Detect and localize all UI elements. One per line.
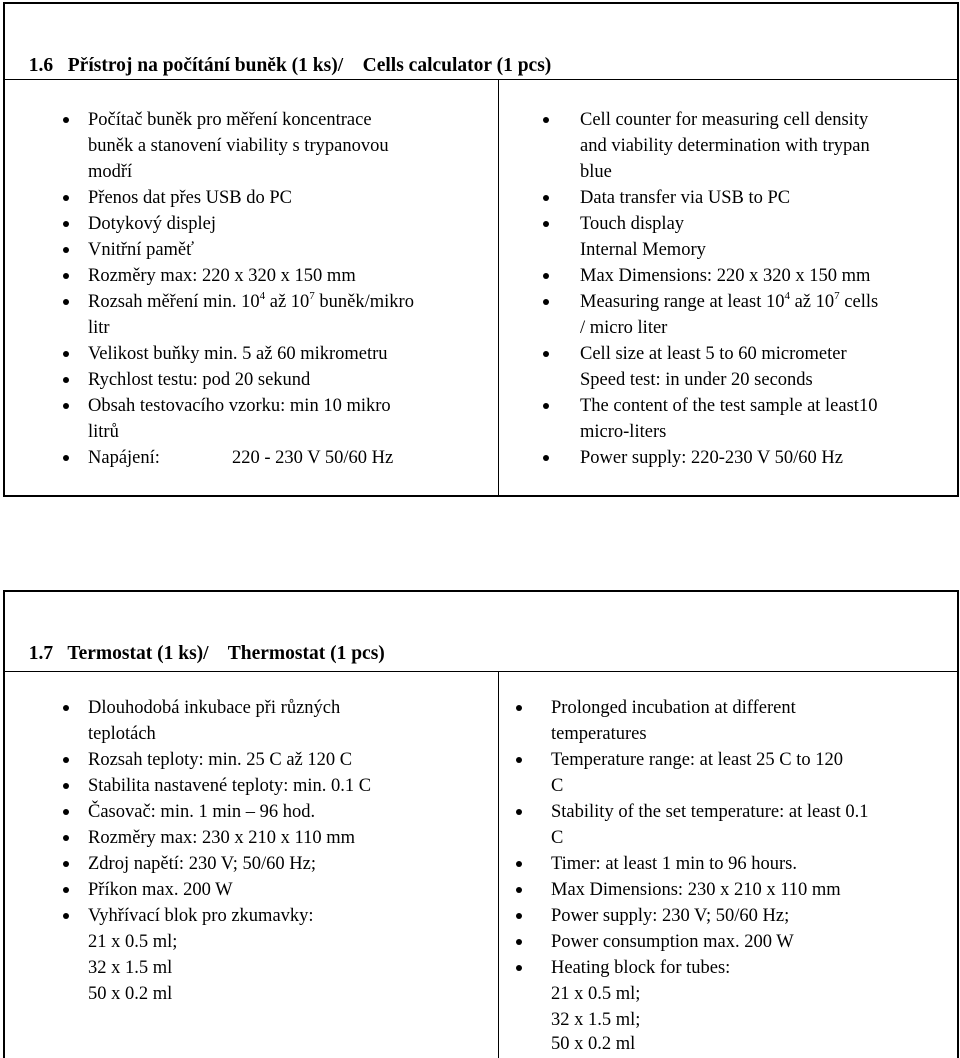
list-item: Power supply: 220-230 V 50/60 Hz	[580, 448, 843, 468]
bullet-icon	[516, 913, 522, 919]
list-item: Rozměry max: 220 x 320 x 150 mm	[88, 266, 356, 286]
list-item-cont: and viability determination with trypan	[580, 136, 870, 156]
superscript: 4	[784, 289, 790, 302]
list-item: Stability of the set temperature: at least 0.1	[551, 802, 869, 822]
section-title: Termostat (1 ks)/ Thermostat (1 pcs)	[53, 642, 385, 664]
list-item: Napájení:	[88, 448, 160, 468]
list-item-cont: Speed test: in under 20 seconds	[580, 370, 813, 390]
list-item-cont: C	[551, 828, 564, 848]
list-item: Temperature range: at least 25 C to 120	[551, 750, 844, 770]
bullet-icon	[543, 221, 549, 227]
list-item-cont: micro-liters	[580, 422, 667, 442]
list-item-cont: / micro liter	[580, 318, 668, 338]
bullet-icon	[543, 299, 549, 305]
list-item: Rychlost testu: pod 20 sekund	[88, 370, 311, 390]
list-item-cont: buněk a stanovení viability s trypanovou	[88, 136, 389, 156]
list-item: Počítač buněk pro měření koncentrace	[88, 110, 372, 130]
bullet-icon	[63, 809, 69, 815]
bullet-icon	[516, 965, 522, 971]
bullet-icon	[543, 351, 549, 357]
bullet-icon	[516, 705, 522, 711]
bullet-icon	[516, 861, 522, 867]
bullet-icon	[63, 835, 69, 841]
table-divider-horizontal	[5, 79, 957, 80]
bullet-icon	[543, 403, 549, 409]
list-item: Rozměry max: 230 x 210 x 110 mm	[88, 828, 356, 848]
list-item-cont: litrů	[88, 422, 119, 442]
list-item: Max Dimensions: 230 x 210 x 110 mm	[551, 880, 841, 900]
section-title: Přístroj na počítání buněk (1 ks)/ Cells calculator (1 pcs)	[53, 54, 552, 76]
list-item: The content of the test sample at least10	[580, 396, 878, 416]
text-run: cells	[839, 292, 879, 312]
section-number: 1.6	[28, 54, 54, 76]
list-item: Vnitřní paměť	[88, 240, 195, 260]
list-item: Vyhřívací blok pro zkumavky:	[88, 906, 314, 926]
list-item: Touch display	[580, 214, 685, 234]
bullet-icon	[543, 117, 549, 123]
list-item-cont: 21 x 0.5 ml;	[88, 932, 178, 952]
bullet-icon	[63, 273, 69, 279]
list-item: Příkon max. 200 W	[88, 880, 233, 900]
list-item-cont: litr	[88, 318, 110, 338]
list-item: Přenos dat přes USB do PC	[88, 188, 293, 208]
text-run: Measuring range at least 10	[580, 292, 785, 312]
bullet-icon	[63, 913, 69, 919]
list-item: Velikost buňky min. 5 až 60 mikrometru	[88, 344, 388, 364]
bullet-icon	[63, 757, 69, 763]
list-item-cont: 21 x 0.5 ml;	[551, 984, 641, 1004]
list-item: Power consumption max. 200 W	[551, 932, 794, 952]
table-divider-vertical	[498, 79, 499, 495]
bullet-icon	[63, 351, 69, 357]
superscript: 7	[834, 289, 840, 302]
list-item: Rozsah teploty: min. 25 C až 120 C	[88, 750, 353, 770]
bullet-icon	[63, 247, 69, 253]
list-item: Obsah testovacího vzorku: min 10 mikro	[88, 396, 391, 416]
bullet-icon	[543, 273, 549, 279]
bullet-icon	[63, 117, 69, 123]
bullet-icon	[63, 221, 69, 227]
list-item: Cell size at least 5 to 60 micrometer	[580, 344, 847, 364]
list-item-cont: 50 x 0.2 ml	[551, 1034, 636, 1054]
list-item: Dlouhodobá inkubace při různých	[88, 698, 341, 718]
bullet-icon	[543, 195, 549, 201]
list-item: Zdroj napětí: 230 V; 50/60 Hz;	[88, 854, 316, 874]
bullet-icon	[63, 783, 69, 789]
list-item-cont: C	[551, 776, 564, 796]
bullet-icon	[63, 403, 69, 409]
list-item: Max Dimensions: 220 x 320 x 150 mm	[580, 266, 871, 286]
list-item-cont: 32 x 1.5 ml	[88, 958, 173, 978]
bullet-icon	[63, 455, 69, 461]
list-item-cont: teplotách	[88, 724, 156, 744]
list-item: Rozsah měření min. $10^4$ až $10^7$ buněk/mikro	[88, 289, 414, 312]
bullet-icon	[63, 299, 69, 305]
list-item: Stabilita nastavené teploty: min. 0.1 C	[88, 776, 372, 796]
table-divider-horizontal	[5, 671, 957, 672]
bullet-icon	[516, 757, 522, 763]
bullet-icon	[543, 455, 549, 461]
text-run: až 10	[789, 292, 835, 312]
section-1-7-heading	[19, 624, 385, 663]
list-item-cont: Internal Memory	[580, 240, 706, 260]
list-item: Heating block for tubes:	[551, 958, 731, 978]
bullet-icon	[516, 939, 522, 945]
list-item-value: 220 - 230 V 50/60 Hz	[232, 448, 394, 468]
list-item: Prolonged incubation at different	[551, 698, 796, 718]
list-item-cont: blue	[580, 162, 612, 182]
list-item: Timer: at least 1 min to 96 hours.	[551, 854, 797, 874]
section-1-6-heading	[19, 36, 551, 75]
bullet-icon	[63, 195, 69, 201]
list-item-cont: temperatures	[551, 724, 647, 744]
bullet-icon	[63, 377, 69, 383]
bullet-icon	[63, 705, 69, 711]
list-item-cont: 32 x 1.5 ml;	[551, 1010, 641, 1030]
bullet-icon	[516, 887, 522, 893]
list-item: Dotykový displej	[88, 214, 216, 234]
list-item	[580, 289, 878, 315]
bullet-icon	[516, 809, 522, 815]
list-item: Power supply: 230 V; 50/60 Hz;	[551, 906, 790, 926]
bullet-icon	[63, 861, 69, 867]
list-item-cont: modří	[88, 162, 133, 182]
list-item: Cell counter for measuring cell density	[580, 110, 869, 130]
section-number: 1.7	[28, 642, 54, 664]
table-divider-vertical	[498, 671, 499, 1058]
list-item: Data transfer via USB to PC	[580, 188, 791, 208]
list-item-cont: 50 x 0.2 ml	[88, 984, 173, 1004]
list-item: Časovač: min. 1 min – 96 hod.	[88, 802, 316, 822]
bullet-icon	[63, 887, 69, 893]
